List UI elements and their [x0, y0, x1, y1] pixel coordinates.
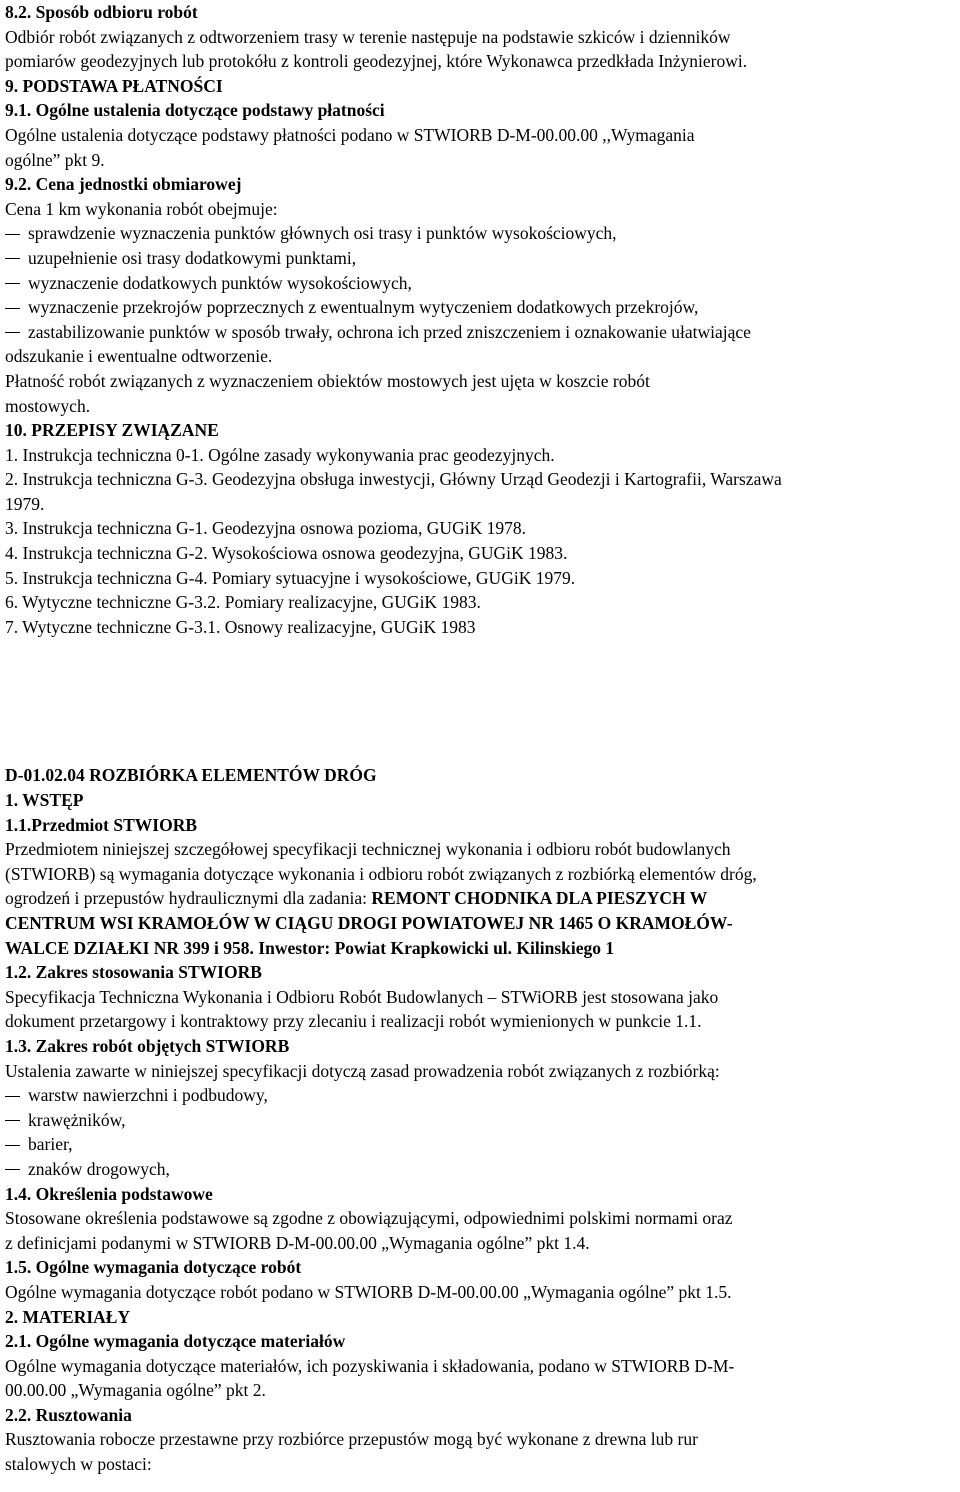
list-item-text: wyznaczenie przekrojów poprzecznych z ewentualnym wytyczeniem dodatkowych przekrojów,: [28, 297, 699, 318]
list-item: [5, 295, 920, 320]
dash-bullet-icon: [5, 1096, 20, 1097]
dash-bullet-icon: [5, 1169, 20, 1170]
section-heading-8-2: 8.2. Sposób odbioru robót: [5, 2, 198, 22]
list-item-text: wyznaczenie dodatkowych punktów wysokościowych,: [28, 272, 412, 293]
list-item-text: barier,: [28, 1134, 73, 1155]
reference-item: 1979.: [5, 493, 45, 514]
paragraph-line: pomiarów geodezyjnych lub protokółu z kontroli geodezyjnej, które Wykonawca przedkłada Inżynierowi.: [5, 51, 748, 72]
dash-bullet-icon: [5, 283, 20, 284]
bullet-list: [5, 1083, 920, 1181]
section-heading-2-2: 2.2. Rusztowania: [5, 1404, 132, 1425]
section-heading-2-1: 2.1. Ogólne wymagania dotyczące materiałów: [5, 1331, 346, 1352]
section-heading-1-5: 1.5. Ogólne wymagania dotyczące robót: [5, 1257, 302, 1278]
section-heading-9-1: 9.1. Ogólne ustalenia dotyczące podstawy płatności: [5, 100, 385, 121]
reference-item: 4. Instrukcja techniczna G-2. Wysokościowa osnowa geodezyjna, GUGiK 1983.: [5, 543, 568, 564]
section-heading-1-2: 1.2. Zakres stosowania STWIORB: [5, 962, 262, 983]
section-heading-9-2: 9.2. Cena jednostki obmiarowej: [5, 174, 242, 195]
paragraph-line: Ogólne wymagania dotyczące robót podano w STWIORB D-M-00.00.00 „Wymagania ogólne” pkt 1.5.: [5, 1281, 732, 1302]
list-item: [5, 221, 920, 246]
reference-item: 5. Instrukcja techniczna G-4. Pomiary sytuacyjne i wysokościowe, GUGiK 1979.: [5, 567, 576, 588]
section-heading-10: 10. PRZEPISY ZWIĄZANE: [5, 420, 219, 441]
reference-item: 3. Instrukcja techniczna G-1. Geodezyjna osnowa pozioma, GUGiK 1978.: [5, 518, 526, 539]
reference-item: 2. Instrukcja techniczna G-3. Geodezyjna obsługa inwestycji, Główny Urząd Geodezji i Kartografii, Warszawa: [5, 469, 782, 490]
paragraph-line: ogólne” pkt 9.: [5, 149, 105, 170]
paragraph-line: Odbiór robót związanych z odtworzeniem trasy w terenie następuje na podstawie szkiców i dzienników: [5, 26, 731, 47]
list-item: [5, 246, 920, 271]
paragraph-line: [5, 886, 920, 911]
list-item-text: uzupełnienie osi trasy dodatkowymi punktami,: [28, 247, 357, 268]
paragraph-line: Cena 1 km wykonania robót obejmuje:: [5, 198, 278, 219]
list-item: [5, 1108, 920, 1133]
section-heading-1-1: 1.1.Przedmiot STWIORB: [5, 814, 198, 835]
list-item-text: sprawdzenie wyznaczenia punktów głównych osi trasy i punktów wysokościowych,: [28, 223, 617, 244]
list-item-text: zastabilizowanie punktów w sposób trwały, ochrona ich przed zniszczeniem i oznakowanie ułatwiające: [28, 321, 751, 342]
project-name-text: REMONT CHODNIKA DLA PIESZYCH W: [371, 888, 708, 909]
list-item: [5, 1132, 920, 1157]
paragraph-line: Przedmiotem niniejszej szczegółowej specyfikacji technicznej wykonania i odbioru robót budowlanych: [5, 839, 731, 860]
section-heading-2: 2. MATERIAŁY: [5, 1306, 131, 1327]
list-item: [5, 1157, 920, 1182]
blank-spacer: [5, 639, 920, 763]
paragraph-line: z definicjami podanymi w STWIORB D-M-00.00.00 „Wymagania ogólne” pkt 1.4.: [5, 1232, 590, 1253]
paragraph-line: mostowych.: [5, 395, 91, 416]
spec-title: D-01.02.04 ROZBIÓRKA ELEMENTÓW DRÓG: [5, 765, 377, 786]
list-item: [5, 271, 920, 296]
paragraph-line: Ustalenia zawarte w niniejszej specyfikacji dotyczą zasad prowadzenia robót związanych z rozbiórką:: [5, 1060, 720, 1081]
list-item: [5, 320, 920, 345]
paragraph-line: odszukanie i ewentualne odtworzenie.: [5, 346, 273, 367]
reference-item: 6. Wytyczne techniczne G-3.2. Pomiary realizacyjne, GUGiK 1983.: [5, 592, 481, 613]
list-item-text: warstw nawierzchni i podbudowy,: [28, 1085, 268, 1106]
paragraph-text: ogrodzeń i przepustów hydraulicznymi dla zadania:: [5, 888, 372, 909]
section-heading-1-3: 1.3. Zakres robót objętych STWIORB: [5, 1035, 290, 1056]
project-name-line: CENTRUM WSI KRAMOŁÓW W CIĄGU DROGI POWIATOWEJ NR 1465 O KRAMOŁÓW-: [5, 913, 733, 933]
list-item-text: krawężników,: [28, 1109, 126, 1130]
dash-bullet-icon: [5, 234, 20, 235]
paragraph-line: Stosowane określenia podstawowe są zgodne z obowiązującymi, odpowiednimi polskimi normami oraz: [5, 1208, 733, 1229]
project-name-line: WALCE DZIAŁKI NR 399 i 958. Inwestor: Powiat Krapkowicki ul. Kilinskiego 1: [5, 937, 615, 958]
reference-item: 1. Instrukcja techniczna 0-1. Ogólne zasady wykonywania prac geodezyjnych.: [5, 444, 555, 465]
paragraph-line: 00.00.00 „Wymagania ogólne” pkt 2.: [5, 1380, 266, 1401]
paragraph-line: Ogólne wymagania dotyczące materiałów, ich pozyskiwania i składowania, podano w STWIORB D-M-: [5, 1355, 735, 1376]
paragraph-line: Płatność robót związanych z wyznaczeniem obiektów mostowych jest ujęta w koszcie robót: [5, 370, 650, 391]
bullet-list: [5, 221, 920, 344]
paragraph-line: Rusztowania robocze przestawne przy rozbiórce przepustów mogą być wykonane z drewna lub rur: [5, 1429, 698, 1450]
paragraph-line: Ogólne ustalenia dotyczące podstawy płatności podano w STWIORB D-M-00.00.00 ,,Wymagania: [5, 124, 695, 145]
dash-bullet-icon: [5, 258, 20, 259]
paragraph-line: stalowych w postaci:: [5, 1454, 152, 1475]
section-heading-1-4: 1.4. Określenia podstawowe: [5, 1183, 213, 1204]
reference-item: 7. Wytyczne techniczne G-3.1. Osnowy realizacyjne, GUGiK 1983: [5, 616, 476, 637]
dash-bullet-icon: [5, 1120, 20, 1121]
paragraph-line: (STWIORB) są wymagania dotyczące wykonania i odbioru robót związanych z rozbiórką elementów dróg,: [5, 863, 757, 884]
paragraph-line: dokument przetargowy i kontraktowy przy zlecaniu i realizacji robót wymienionych w punkcie 1.1.: [5, 1011, 702, 1032]
dash-bullet-icon: [5, 308, 20, 309]
dash-bullet-icon: [5, 332, 20, 333]
paragraph-line: Specyfikacja Techniczna Wykonania i Odbioru Robót Budowlanych – STWiORB jest stosowana jako: [5, 986, 719, 1007]
section-heading-9: 9. PODSTAWA PŁATNOŚCI: [5, 75, 223, 96]
dash-bullet-icon: [5, 1145, 20, 1146]
section-heading-1: 1. WSTĘP: [5, 790, 84, 811]
list-item-text: znaków drogowych,: [28, 1158, 170, 1179]
list-item: [5, 1083, 920, 1108]
